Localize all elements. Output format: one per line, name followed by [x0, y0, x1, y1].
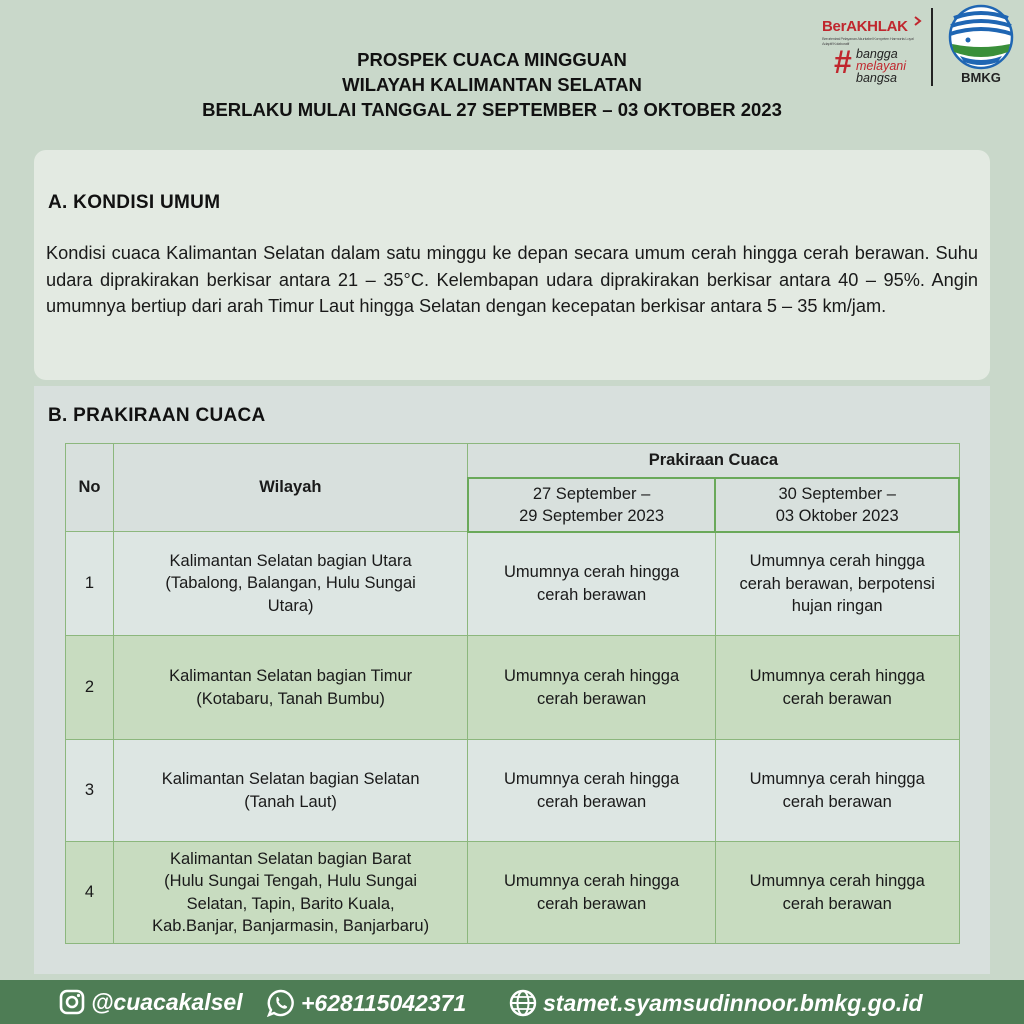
row-wilayah: Kalimantan Selatan bagian Barat (Hulu Sungai Tengah, Hulu Sungai Selatan, Tapin, Barito Kuala, Kab.Banjar, Banjarmasin, Banjarbaru) [113, 842, 467, 944]
title-line-3: BERLAKU MULAI TANGGAL 27 SEPTEMBER – 03 OKTOBER 2023 [202, 99, 782, 120]
row-wilayah: Kalimantan Selatan bagian Selatan (Tanah Laut) [113, 740, 467, 842]
row-forecast-period-2: Umumnya cerah hingga cerah berawan [715, 842, 959, 944]
row-number: 2 [66, 636, 114, 740]
poster-title [150, 47, 834, 122]
contact-footer [0, 980, 1024, 1024]
col-header-prakiraan: Prakiraan Cuaca [468, 444, 959, 478]
hashtag-symbol: # [834, 44, 852, 80]
row-number: 3 [66, 740, 114, 842]
logo-group [818, 4, 1018, 88]
bangga-melayani-bangsa-tagline: bangga melayani bangsa [856, 47, 907, 85]
bmkg-emblem-icon [946, 4, 1016, 70]
whatsapp-contact[interactable] [266, 988, 466, 1018]
row-forecast-period-2: Umumnya cerah hingga cerah berawan [715, 740, 959, 842]
row-wilayah: Kalimantan Selatan bagian Timur (Kotabaru, Tanah Bumbu) [113, 636, 467, 740]
col-header-no: No [66, 444, 114, 532]
table-row [66, 532, 960, 636]
section-a-title: A. KONDISI UMUM [48, 192, 221, 213]
website-url: stamet.syamsudinnoor.bmkg.go.id [543, 989, 923, 1016]
berakhlak-logo [818, 12, 924, 88]
berakhlak-wordmark: BerAKHLAK Berorientasi Pelayanan Akuntabel Kompeten Harmonis Loyal Adaptif Kolaboratif [822, 18, 914, 46]
instagram-contact[interactable] [58, 988, 243, 1016]
instagram-icon [58, 988, 86, 1016]
row-number: 1 [66, 532, 114, 636]
title-line-2: WILAYAH KALIMANTAN SELATAN [342, 74, 642, 95]
row-forecast-period-1: Umumnya cerah hingga cerah berawan [468, 740, 716, 842]
col-header-period-1: 27 September – 29 September 2023 [468, 478, 716, 532]
col-header-period-2: 30 September – 03 Oktober 2023 [715, 478, 959, 532]
table-row [66, 636, 960, 740]
bmkg-label: BMKG [961, 70, 1001, 85]
row-wilayah: Kalimantan Selatan bagian Utara (Tabalong, Balangan, Hulu Sungai Utara) [113, 532, 467, 636]
forecast-table [65, 443, 960, 944]
website-contact[interactable] [508, 988, 923, 1018]
table-row [66, 740, 960, 842]
row-forecast-period-2: Umumnya cerah hingga cerah berawan, berpotensi hujan ringan [715, 532, 959, 636]
row-forecast-period-2: Umumnya cerah hingga cerah berawan [715, 636, 959, 740]
row-forecast-period-1: Umumnya cerah hingga cerah berawan [468, 636, 716, 740]
bmkg-logo [946, 4, 1016, 88]
prakiraan-cuaca-panel [34, 386, 990, 974]
logo-divider [931, 8, 933, 86]
whatsapp-number: +628115042371 [301, 989, 467, 1016]
globe-icon [508, 988, 538, 1018]
title-line-1: PROSPEK CUACA MINGGUAN [357, 49, 627, 70]
section-b-title: B. PRAKIRAAN CUACA [48, 405, 266, 426]
kondisi-umum-text: Kondisi cuaca Kalimantan Selatan dalam satu minggu ke depan secara umum cerah hingga cerah berawan. Suhu udara diprakirakan berkisar antara 21 – 35°C. Kelembapan udara diprakirakan berkisar antara 40 – 95%. Angin umumnya bertiup dari arah Timur Laut hingga Selatan dengan kecepatan berkisar antara 5 – 35 km/jam. [46, 243, 978, 316]
row-forecast-period-1: Umumnya cerah hingga cerah berawan [468, 842, 716, 944]
row-forecast-period-1: Umumnya cerah hingga cerah berawan [468, 532, 716, 636]
row-number: 4 [66, 842, 114, 944]
chevron-right-icon [914, 16, 922, 26]
whatsapp-icon [266, 988, 296, 1018]
kondisi-umum-card [34, 150, 990, 380]
table-row [66, 842, 960, 944]
instagram-handle: @cuacakalsel [91, 988, 243, 1015]
col-header-wilayah: Wilayah [113, 444, 467, 532]
